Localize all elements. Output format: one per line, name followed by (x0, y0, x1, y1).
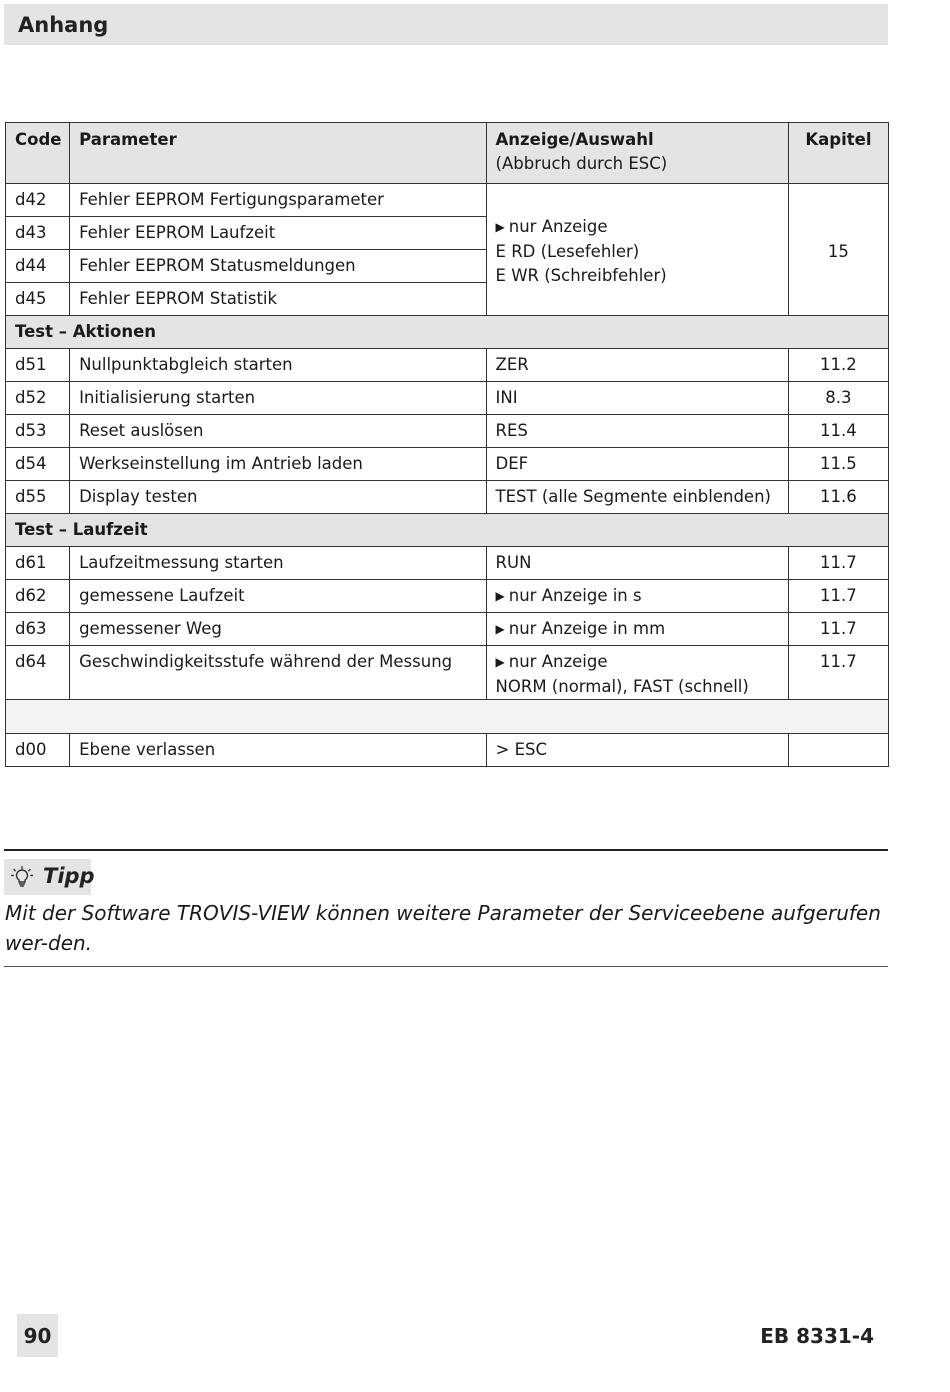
anzeige-line: E WR (Schreibfehler) (495, 266, 667, 285)
column-header-parameter: Parameter (70, 123, 486, 184)
page-number: 90 (23, 1324, 52, 1348)
blank-cell (6, 700, 889, 734)
table-row (6, 349, 889, 382)
cell-parameter: Nullpunktabgleich starten (70, 349, 486, 382)
cell-code: d64 (6, 646, 70, 700)
parameter-table (5, 122, 889, 767)
tipp-top-rule (4, 849, 888, 851)
anzeige-text: nur Anzeige in s (508, 586, 642, 605)
cell-parameter: Ebene verlassen (70, 734, 486, 767)
cell-kapitel: 11.7 (788, 547, 888, 580)
cell-code: d63 (6, 613, 70, 646)
cell-kapitel: 11.2 (788, 349, 888, 382)
cell-code: d62 (6, 580, 70, 613)
triangle-icon: ▶ (495, 589, 505, 603)
table-header-row (6, 123, 889, 184)
cell-parameter: Geschwindigkeitsstufe während der Messung (70, 646, 486, 700)
cell-anzeige: RES (486, 415, 788, 448)
section-header-row (6, 316, 889, 349)
cell-anzeige: RUN (486, 547, 788, 580)
cell-kapitel: 11.5 (788, 448, 888, 481)
cell-parameter: Initialisierung starten (70, 382, 486, 415)
column-header-code: Code (6, 123, 70, 184)
cell-kapitel: 11.4 (788, 415, 888, 448)
cell-anzeige (486, 580, 788, 613)
cell-kapitel: 11.6 (788, 481, 888, 514)
cell-code: d43 (6, 217, 70, 250)
header-bar (4, 4, 888, 45)
table-row (6, 481, 889, 514)
triangle-icon: ▶ (495, 220, 505, 234)
cell-code: d52 (6, 382, 70, 415)
table-row (6, 382, 889, 415)
cell-kapitel: 11.7 (788, 580, 888, 613)
table-row (6, 613, 889, 646)
cell-kapitel-merged: 15 (788, 184, 888, 316)
anzeige-line: NORM (normal), FAST (schnell) (495, 677, 749, 696)
table-row (6, 448, 889, 481)
tipp-text: Mit der Software TROVIS-VIEW können weitere Parameter der Serviceebene aufgerufen wer-den. (5, 901, 881, 955)
cell-code: d51 (6, 349, 70, 382)
table-row (6, 734, 889, 767)
page-number-box (17, 1314, 58, 1357)
column-header-kapitel: Kapitel (788, 123, 888, 184)
cell-kapitel: 11.7 (788, 646, 888, 700)
section-header-row (6, 514, 889, 547)
cell-anzeige: TEST (alle Segmente einblenden) (486, 481, 788, 514)
cell-parameter: Werkseinstellung im Antrieb laden (70, 448, 486, 481)
cell-kapitel (788, 734, 888, 767)
blank-row (6, 700, 889, 734)
lightbulb-icon (11, 866, 33, 888)
triangle-icon: ▶ (495, 622, 505, 636)
tipp-label: Tipp (43, 864, 95, 888)
section-title-laufzeit: Test – Laufzeit (6, 514, 889, 547)
cell-code: d55 (6, 481, 70, 514)
cell-anzeige: ZER (486, 349, 788, 382)
cell-parameter: Fehler EEPROM Laufzeit (70, 217, 486, 250)
anzeige-text: nur Anzeige (508, 652, 608, 671)
cell-anzeige (486, 646, 788, 700)
column-header-anzeige-subtitle: (Abbruch durch ESC) (495, 154, 668, 173)
cell-parameter: Reset auslösen (70, 415, 486, 448)
table-row (6, 646, 889, 700)
document-id: EB 8331-4 (760, 1324, 874, 1348)
cell-anzeige (486, 613, 788, 646)
page-title: Anhang (18, 13, 109, 37)
cell-anzeige: > ESC (486, 734, 788, 767)
anzeige-line: E RD (Lesefehler) (495, 242, 640, 261)
cell-code: d45 (6, 283, 70, 316)
cell-parameter: Fehler EEPROM Statistik (70, 283, 486, 316)
column-header-anzeige-title: Anzeige/Auswahl (495, 130, 654, 149)
table-row (6, 580, 889, 613)
cell-code: d44 (6, 250, 70, 283)
cell-kapitel: 8.3 (788, 382, 888, 415)
anzeige-text: nur Anzeige in mm (508, 619, 666, 638)
tipp-bottom-rule (4, 966, 888, 967)
section-title-aktionen: Test – Aktionen (6, 316, 889, 349)
cell-parameter: Laufzeitmessung starten (70, 547, 486, 580)
cell-code: d42 (6, 184, 70, 217)
cell-parameter: gemessene Laufzeit (70, 580, 486, 613)
table-row (6, 415, 889, 448)
cell-parameter: Fehler EEPROM Statusmeldungen (70, 250, 486, 283)
cell-code: d53 (6, 415, 70, 448)
cell-parameter: Display testen (70, 481, 486, 514)
table-row (6, 184, 889, 217)
cell-anzeige: INI (486, 382, 788, 415)
triangle-icon: ▶ (495, 655, 505, 669)
cell-anzeige: DEF (486, 448, 788, 481)
cell-code: d61 (6, 547, 70, 580)
table-row (6, 547, 889, 580)
cell-kapitel: 11.7 (788, 613, 888, 646)
cell-code: d54 (6, 448, 70, 481)
cell-anzeige-merged (486, 184, 788, 316)
cell-code: d00 (6, 734, 70, 767)
column-header-anzeige (486, 123, 788, 184)
cell-parameter: Fehler EEPROM Fertigungsparameter (70, 184, 486, 217)
cell-parameter: gemessener Weg (70, 613, 486, 646)
tipp-label-box (4, 859, 95, 895)
anzeige-line: nur Anzeige (508, 217, 608, 236)
